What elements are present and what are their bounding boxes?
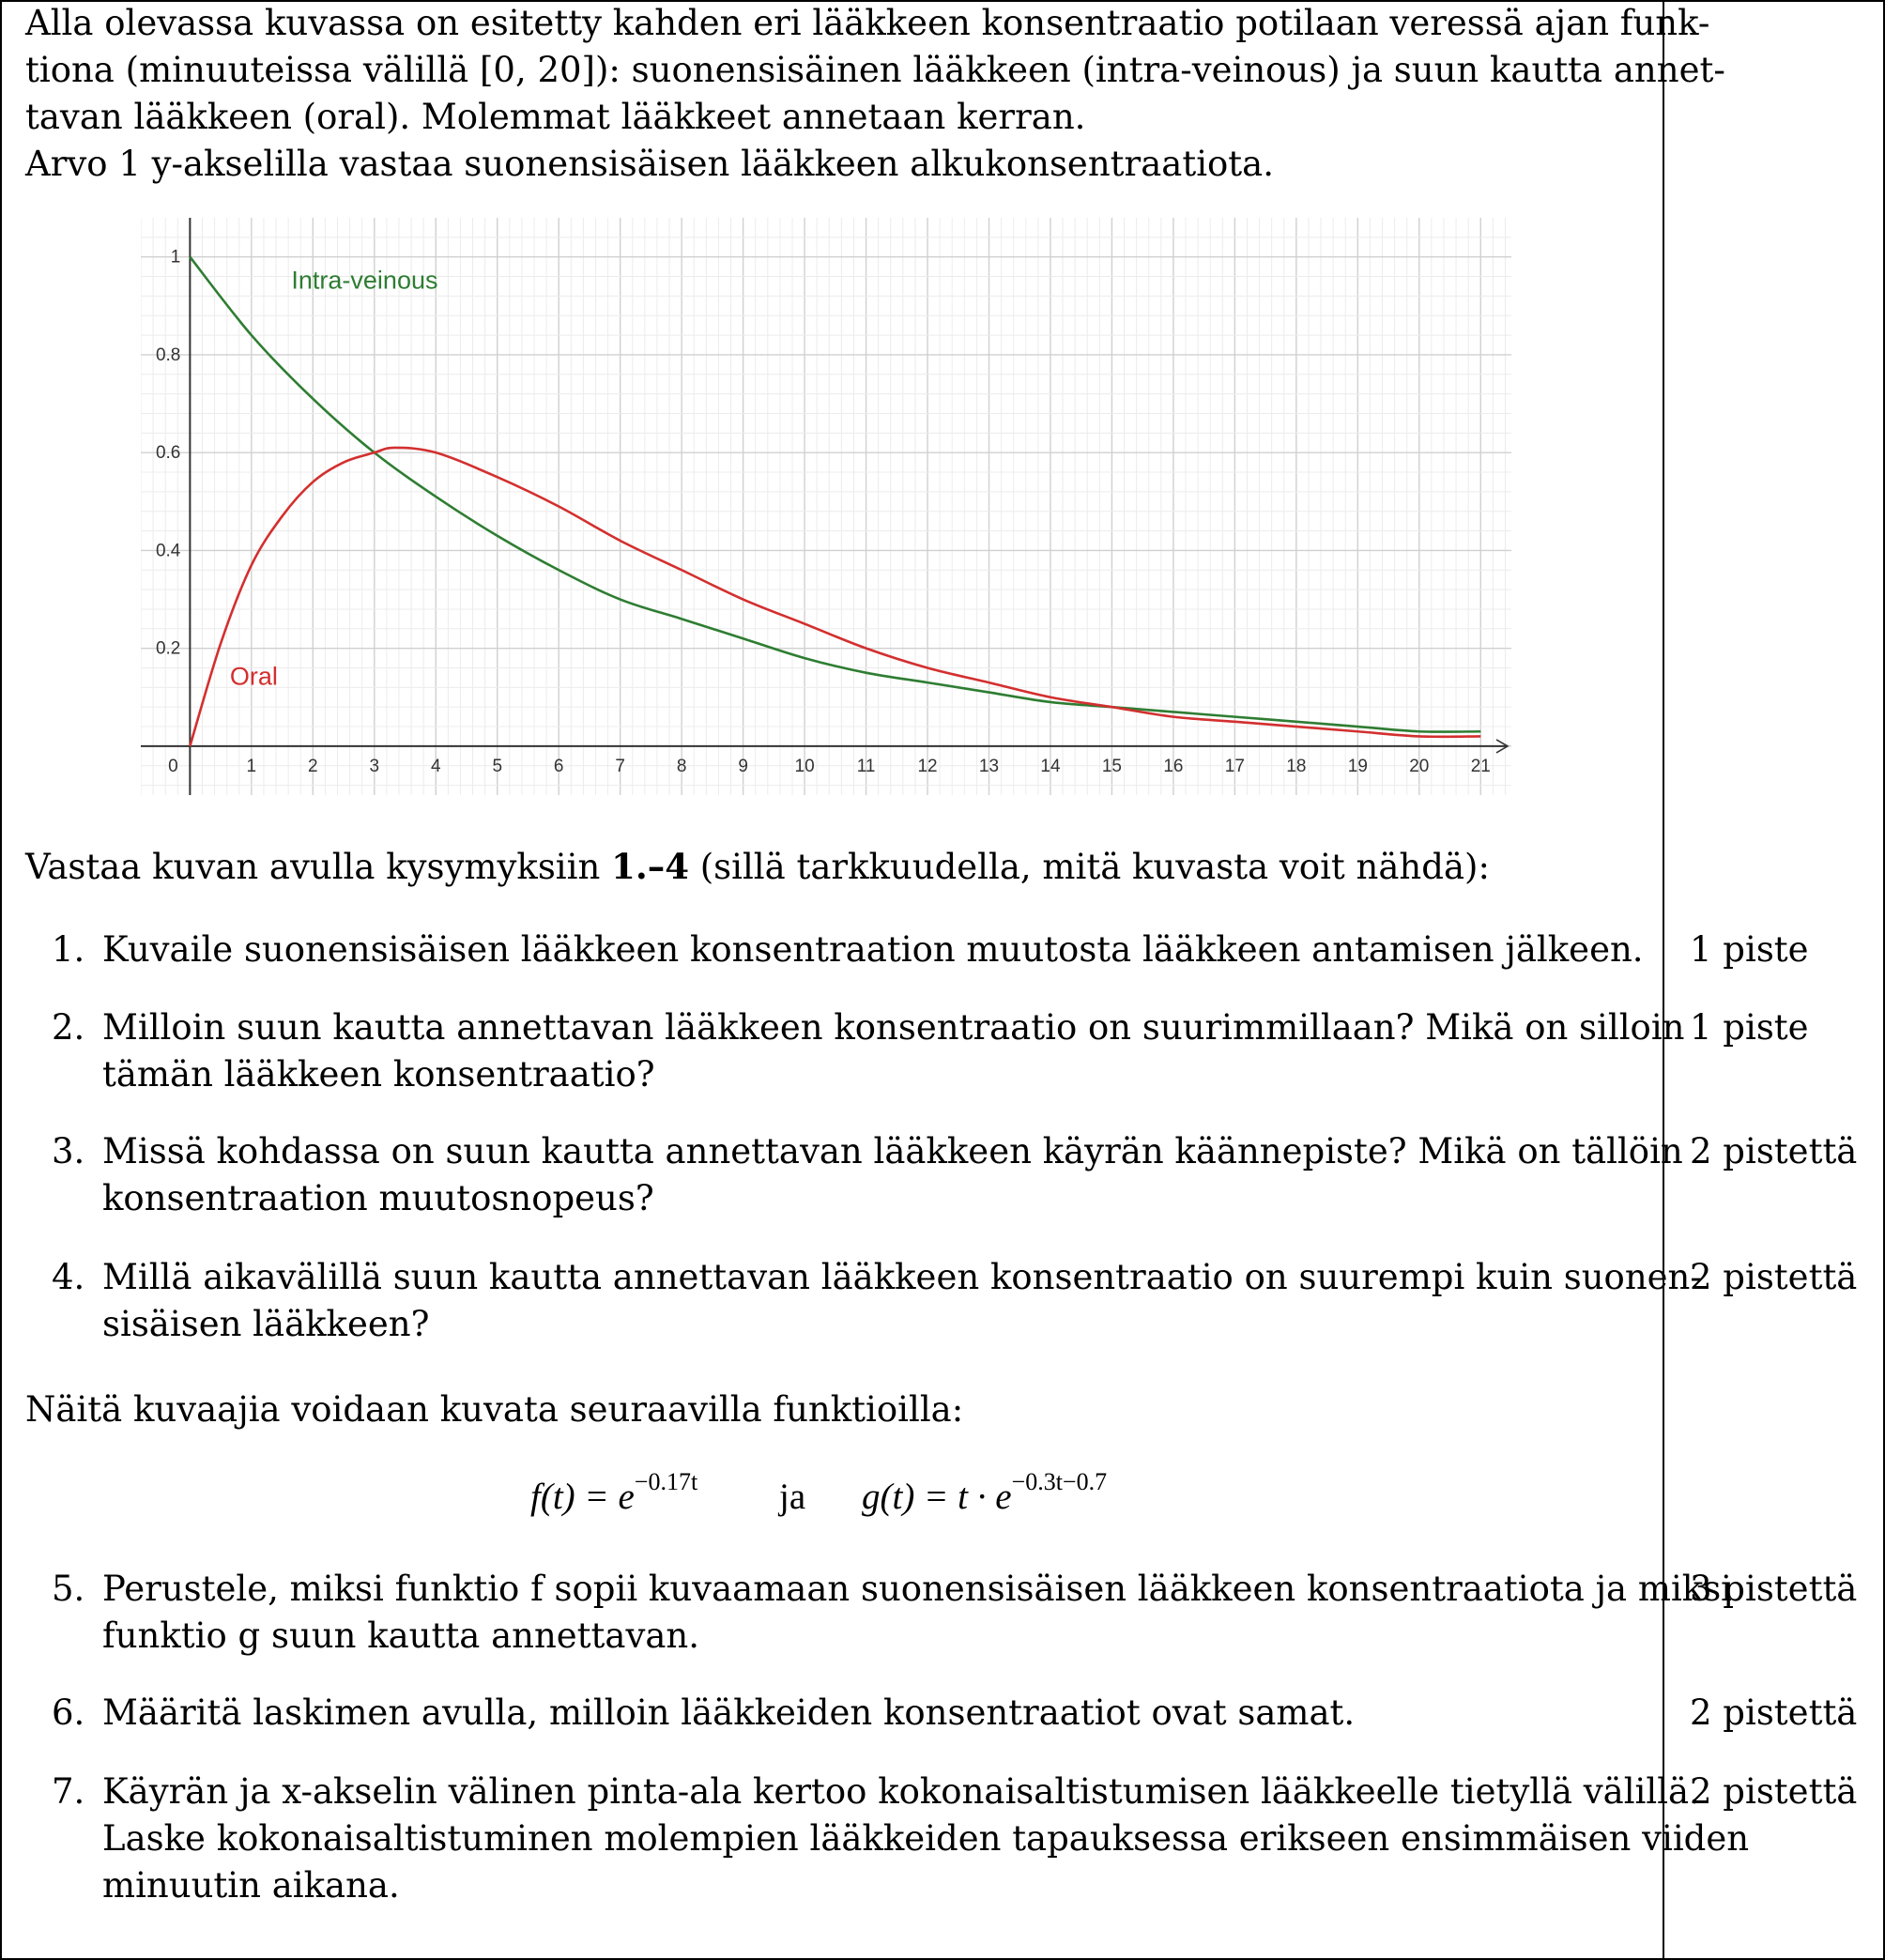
x-tick-label: 21	[1470, 756, 1491, 776]
x-tick-label: 11	[856, 756, 876, 776]
answer-prompt-after: (sillä tarkkuudella, mitä kuvasta voit nähdä):	[688, 847, 1490, 887]
question-points: 2 pistettä	[1690, 1257, 1858, 1297]
y-tick-label: 0.4	[155, 541, 181, 561]
question-number: 7.	[52, 1771, 85, 1812]
answer-prompt-before: Vastaa kuvan avulla kysymyksiin	[25, 847, 612, 887]
y-tick-label: 0.2	[155, 638, 181, 659]
question-number: 2.	[52, 1007, 85, 1048]
formula-g-lhs: g(t) = t · e	[862, 1477, 1012, 1517]
question-text-line: minuutin aikana.	[102, 1865, 400, 1906]
question-text-line: Määritä laskimen avulla, milloin lääkkeiden konsentraatiot ovat samat.	[102, 1692, 1356, 1733]
question-points: 3 pistettä	[1690, 1569, 1858, 1609]
answer-prompt-bold: 1.–4	[611, 846, 689, 887]
formula-g-exponent: −0.3t−0.7	[1011, 1468, 1108, 1495]
series-label: Oral	[229, 662, 278, 691]
question-text-line: sisäisen lääkkeen?	[102, 1304, 430, 1344]
question-number: 5.	[52, 1569, 85, 1609]
x-tick-label: 5	[492, 756, 503, 776]
question-points: 1 piste	[1690, 1007, 1809, 1048]
formula-f-exponent: −0.17t	[634, 1468, 698, 1495]
formula-f	[530, 1468, 698, 1521]
x-tick-label: 10	[794, 756, 815, 776]
x-tick-label: 17	[1224, 756, 1245, 776]
question-points: 1 piste	[1690, 929, 1809, 970]
x-tick-label: 18	[1286, 756, 1307, 776]
y-tick-label: 0.6	[155, 443, 181, 464]
functions-intro: Näitä kuvaajia voidaan kuvata seuraavilla funktioilla:	[25, 1389, 964, 1430]
intro-line-1: Alla olevassa kuvassa on esitetty kahden eri lääkkeen konsentraatio potilaan veressä ajan funk-	[25, 3, 1710, 43]
x-tick-label: 1	[246, 756, 257, 776]
question-number: 4.	[52, 1257, 85, 1297]
question-points: 2 pistettä	[1690, 1131, 1858, 1171]
series-label: Intra-veinous	[291, 266, 438, 295]
x-tick-label: 19	[1347, 756, 1368, 776]
question-text-line: Missä kohdassa on suun kautta annettavan lääkkeen käyrän käännepiste? Mikä on tällöin	[102, 1131, 1683, 1171]
x-tick-label: 12	[917, 756, 938, 776]
x-tick-label: 0	[168, 756, 178, 776]
question-text-line: Perustele, miksi funktio f sopii kuvaamaan suonensisäisen lääkkeen konsentraatiota ja miksi	[102, 1569, 1733, 1609]
formula-ja: ja	[779, 1477, 806, 1517]
y-tick-label: 0.8	[155, 345, 181, 365]
x-tick-label: 2	[308, 756, 318, 776]
intro-line-2: tiona (minuuteissa välillä [0, 20]): suonensisäinen lääkkeen (intra-veinous) ja suun kautta annet-	[25, 50, 1725, 90]
question-number: 1.	[52, 929, 85, 970]
x-tick-label: 9	[738, 756, 748, 776]
x-tick-label: 8	[676, 756, 687, 776]
x-tick-label: 16	[1163, 756, 1184, 776]
question-text-line: tämän lääkkeen konsentraatio?	[102, 1054, 655, 1095]
question-text-line: Laske kokonaisaltistuminen molempien lääkkeiden tapauksessa erikseen ensimmäisen viiden	[102, 1818, 1750, 1859]
x-tick-label: 15	[1101, 756, 1123, 776]
question-text-line: Käyrän ja x-akselin välinen pinta-ala kertoo kokonaisaltistumisen lääkkeelle tietyllä välillä.	[102, 1771, 1700, 1812]
question-text-line: Milloin suun kautta annettavan lääkkeen konsentraatio on suurimmillaan? Mikä on silloin	[102, 1007, 1685, 1048]
series-line-oral	[190, 448, 1480, 746]
y-tick-label: 1	[170, 247, 181, 268]
x-tick-label: 4	[430, 756, 441, 776]
answer-prompt	[25, 843, 1490, 891]
question-points: 2 pistettä	[1690, 1692, 1858, 1733]
x-tick-label: 3	[369, 756, 380, 776]
question-number: 6.	[52, 1692, 85, 1733]
question-text-line: funktio g suun kautta annettavan.	[102, 1615, 700, 1656]
question-text-line: Millä aikavälillä suun kautta annettavan lääkkeen konsentraatio on suurempi kuin suonen-	[102, 1257, 1702, 1297]
question-points: 2 pistettä	[1690, 1771, 1858, 1812]
series-line-intra-veinous	[190, 257, 1480, 732]
question-text-line: Kuvaile suonensisäisen lääkkeen konsentraation muutosta lääkkeen antamisen jälkeen.	[102, 929, 1644, 970]
intro-line-3: tavan lääkkeen (oral). Molemmat lääkkeet annetaan kerran.	[25, 97, 1086, 137]
intro-line-4: Arvo 1 y-akselilla vastaa suonensisäisen lääkkeen alkukonsentraatiota.	[25, 144, 1274, 184]
x-tick-label: 13	[978, 756, 1000, 776]
x-tick-label: 6	[553, 756, 564, 776]
x-tick-label: 7	[615, 756, 625, 776]
points-column-divider	[1663, 0, 1664, 1960]
question-number: 3.	[52, 1131, 85, 1171]
concentration-chart	[141, 218, 1511, 795]
question-text-line: konsentraation muutosnopeus?	[102, 1178, 654, 1218]
x-tick-label: 20	[1409, 756, 1430, 776]
x-tick-label: 14	[1040, 756, 1061, 776]
formula-f-lhs: f(t) = e	[530, 1477, 635, 1517]
formula-g	[862, 1468, 1108, 1521]
